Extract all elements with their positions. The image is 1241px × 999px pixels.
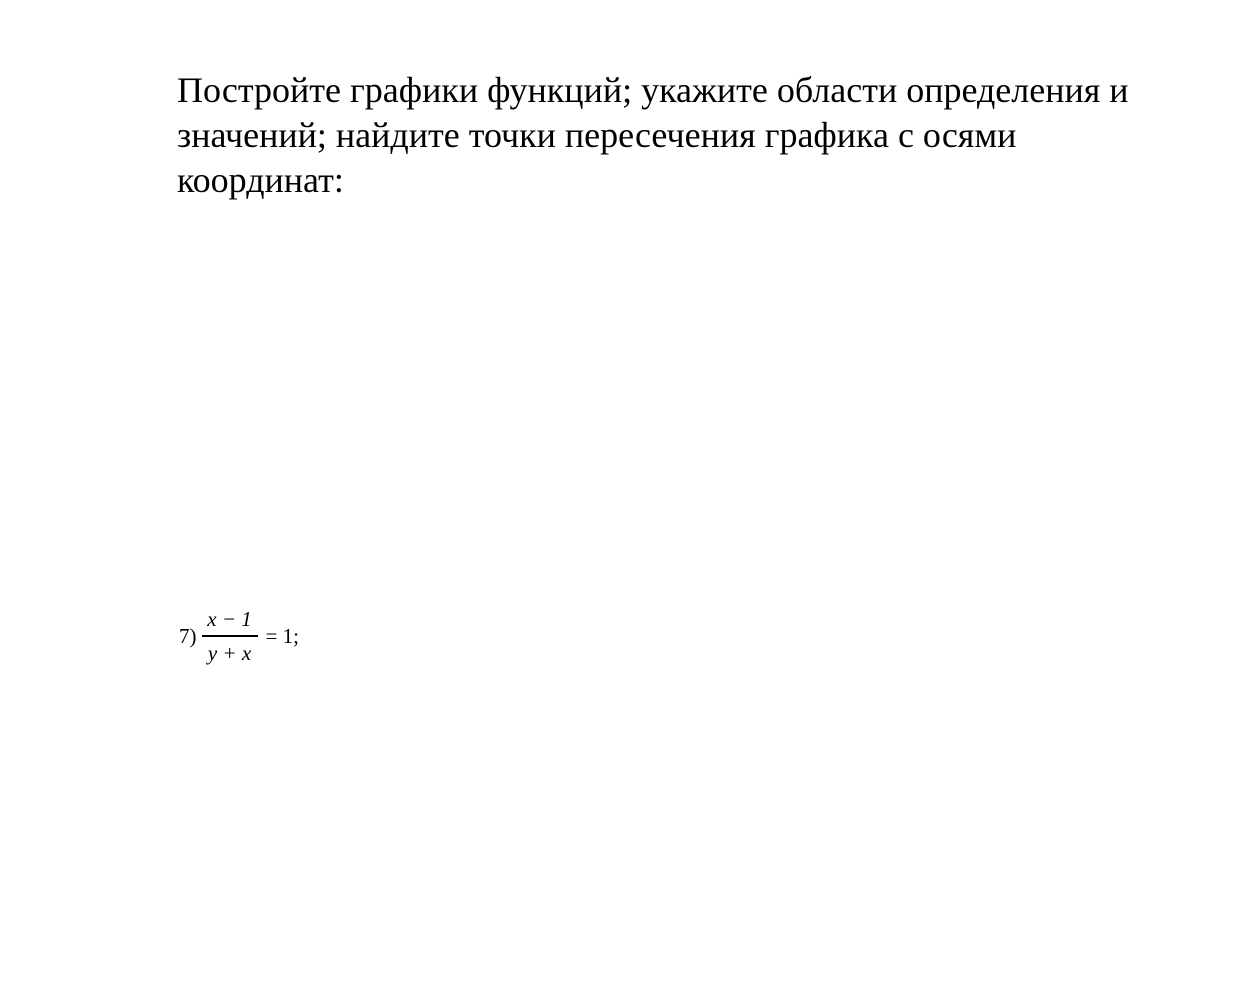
equation-number: 7) <box>179 623 197 648</box>
fraction-denominator: y + x <box>207 640 252 665</box>
fraction-numerator: x − 1 <box>207 607 252 632</box>
task-instructions: Постройте графики функций; укажите области определения и значений; найдите точки пересечения графика с осями координат: <box>177 70 1129 200</box>
fraction <box>202 607 258 665</box>
equation-7 <box>179 604 299 668</box>
equation-rhs: = 1; <box>265 623 299 648</box>
